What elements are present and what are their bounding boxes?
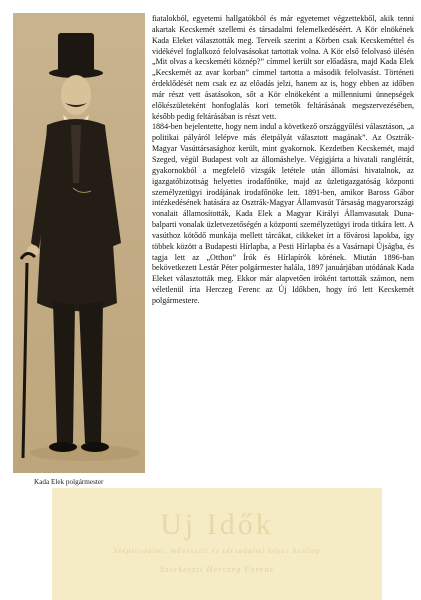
banner-title: Uj Idők <box>160 508 274 541</box>
portrait-photo <box>13 13 145 473</box>
article-paragraph: fiatalokból, egyetemi hallgatókból és már egyetemet végzettekből, akik tenni akartak Kecskemét szellemi és társadalmi felemelkedéséért. A Kör elnökének Kada Eleket választották meg. Terveik szerint a Körben csak Kecskeméttel és vidékével foglalkozó felolvasásokat tartottak volna. A Kör első felolvasó ülésén „Mit olvas a kecskeméti köznép?” címmel került sor előadásra, majd Kada Elek „Kecskemét az avar korban” címmel tartotta a második felolvasást. Történeti érdeklődését nem csak ez az előadás jelzi, hanem az is, hogy ebben az időben már részt vett ásatásokon, sőt a Kör elnökeként a millenniumi ünnepségek előkészületeként honfoglalás kori temetők feltárásának megszervezésében, később pedig feltárásában is részt vett. <box>152 14 414 121</box>
banner-subtitle: Szépirodalmi, művészeti és társadalmi képes hetilap <box>113 546 321 555</box>
uj-idok-banner <box>52 488 382 600</box>
article-paragraph: 1884-ben bejelentette, hogy nem indul a következő országgyűlési választáson, „a politikai pályáról lelépve más életpályát választott magának”. Az Osztrák-Magyar Vasúttársasághoz került, mint gyakornok. Kezdetben Kecskemét, majd Szeged, végül Budapest volt az állomáshelye. Végigjárta a hivatali ranglétrát, gyakornokból a megfelelő vizsgák letétele után állomási hivatalnok, az igazgatóbizottság helyettes irodafőnöke, majd az üzletigazgatóság központi személyzetügyi irodájának irodafőnöke lett. 1891-ben, amikor Baross Gábor intézkedésének hatására az Osztrák-Magyar Államvasút Társaság magyarországi vonalait államosították, Kada Elek a Magyar Királyi Államvasutak Duna-balparti vonalak üzletvezetőségén a központi személyzetügyi iroda titkára lett. A vasúthoz kötődő munkája mellett tárcákat, cikkeket írt a fővárosi lapokba, így többek között a Budapesti Hírlapba, a Pesti Hírlapba és a Vasárnapi Újságba, és tagja lett az „Otthon” Írók és Hírlapírók körének. Miután 1896-ban bekövetkezett Lestár Péter polgármester halála, 1897 januárjában utódának Kada Eleket választották meg. Ekkor már alapvetően iróként tartották számon, nem véletlenül írta Herczeg Ferenc az Új Időkben, hogy író lett Kecskemét polgármestere. <box>152 122 414 305</box>
photo-caption: Kada Elek polgármester <box>34 478 104 486</box>
portrait-figure-illustration <box>13 13 145 473</box>
article-text <box>152 14 414 307</box>
banner-editor: Szerkeszti Herczeg Ferenc <box>159 564 275 574</box>
